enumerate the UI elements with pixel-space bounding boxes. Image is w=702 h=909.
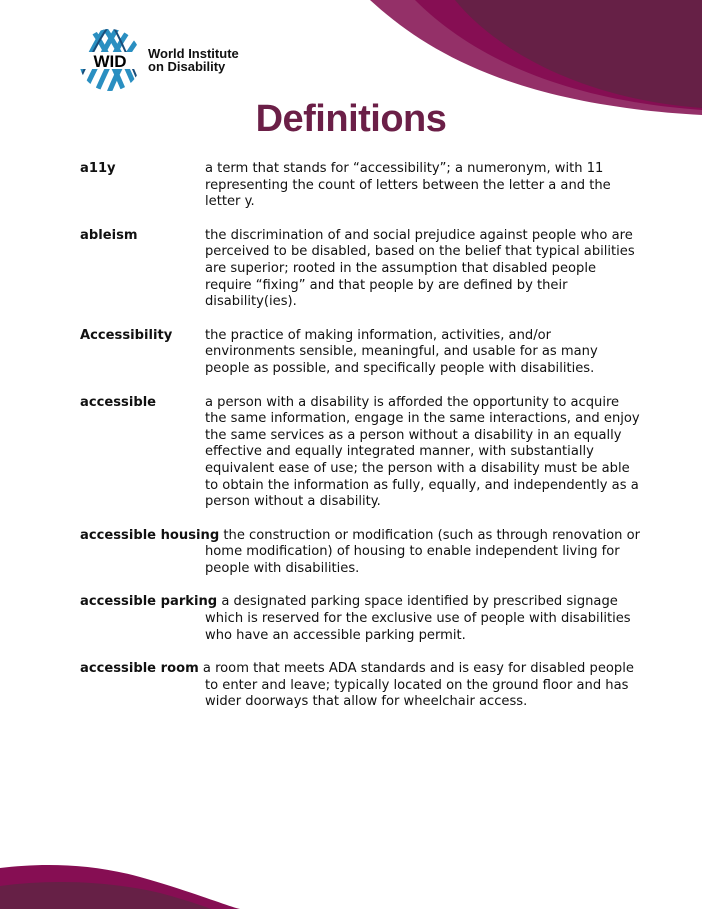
wid-logo	[78, 28, 239, 92]
definition-accessible-room	[80, 661, 640, 711]
definition-accessible	[80, 395, 640, 511]
definition-text: a room that meets ADA standards and is easy for disabled people to enter and leave; typically located on the ground floor and has wider doorways that allow for wheelchair access.	[202, 661, 634, 710]
logo-text	[148, 47, 239, 73]
definition-text: the construction or modification (such as through renovation or home modification) of housing to enable independent living for people with disabilities.	[205, 527, 641, 576]
term: ableism	[80, 227, 138, 243]
definition-text: the discrimination of and social prejudice against people who are perceived to be disabled, based on the belief that typical abilities are superior; rooted in the assumption that disabled people require “fixing” and that people by are defined by their disability(ies).	[205, 227, 635, 310]
term: accessible housing	[80, 527, 220, 543]
definition-accessible-housing	[80, 528, 640, 578]
definition-accessibility	[80, 328, 640, 378]
definition-text: a person with a disability is afforded the opportunity to acquire the same information, engage in the same interactions, and enjoy the same services as a person without a disability in an equally effective and equally integrated manner, with substantially equivalent ease of use; the person with a disability must be able to obtain the information as fully, equally, and independently as a person without a disability.	[205, 394, 640, 510]
definition-a11y	[80, 161, 640, 211]
definition-text: a designated parking space identified by prescribed signage which is reserved for the exclusive use of people with disabilities who have an accessible parking permit.	[205, 594, 631, 643]
logo-line-1: World Institute	[148, 46, 239, 61]
term: a11y	[80, 161, 116, 176]
definition-accessible-parking	[80, 594, 640, 644]
term: Accessibility	[80, 327, 173, 343]
footer-wave-decoration	[0, 839, 702, 909]
definition-text: a term that stands for “accessibility”; a numeronym, with 11 representing the count of letters between the letter a and the letter y.	[205, 161, 611, 210]
definition-ableism	[80, 228, 640, 311]
definitions-list	[80, 161, 640, 728]
term: accessible parking	[80, 594, 218, 610]
logo-line-2: on Disability	[148, 59, 226, 74]
term: accessible room	[80, 661, 199, 677]
page-title: Definitions	[255, 98, 447, 140]
svg-text:WID: WID	[93, 52, 127, 71]
definition-text: the practice of making information, activities, and/or environments sensible, meaningful, and usable for as many people as possible, and specifically people with disabilities.	[205, 327, 598, 376]
globe-logo-icon	[78, 28, 142, 92]
term: accessible	[80, 394, 157, 410]
